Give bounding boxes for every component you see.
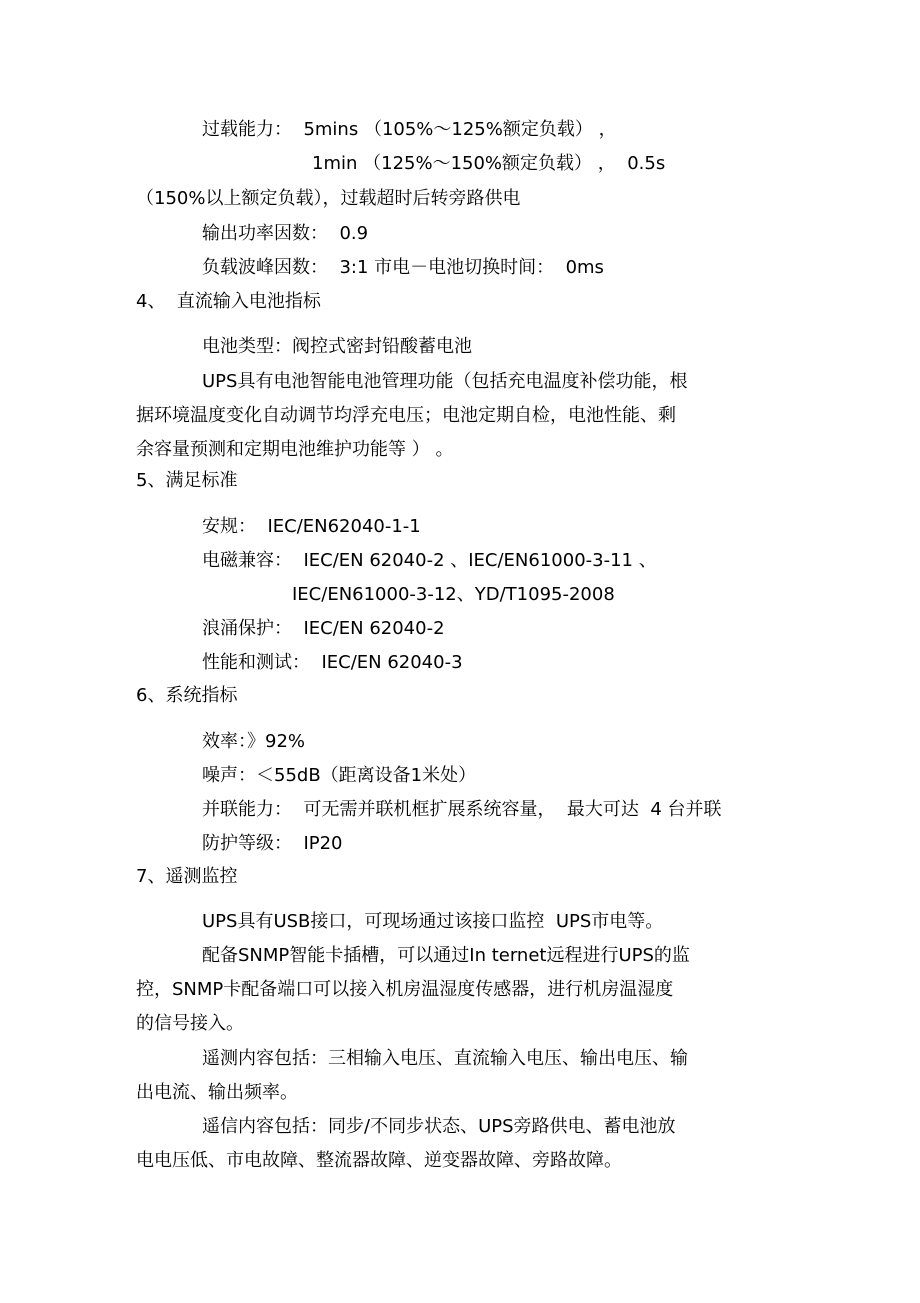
text-line-battery-type: 电池类型：阀控式密封铅酸蓄电池 <box>202 336 472 357</box>
text-line-telemetry-1: 遥测内容包括：三相输入电压、直流输入电压、输出电压、输 <box>202 1048 688 1069</box>
text-line-battery-mgmt-2: 据环境温度变化自动调节均浮充电压；电池定期自检，电池性能、剩 <box>136 405 676 426</box>
text-line-noise: 噪声：＜55dB（距离设备1米处） <box>202 765 477 786</box>
text-line-emc-2: IEC/EN61000-3-12、YD/T1095-2008 <box>292 584 615 605</box>
text-line-snmp-1: 配备SNMP智能卡插槽，可以通过In ternet远程进行UPS的监 <box>202 945 690 966</box>
text-line-emc-1: 电磁兼容： IEC/EN 62040-2 、IEC/EN61000-3-11 、 <box>202 550 657 571</box>
text-line-snmp-2: 控，SNMP卡配备端口可以接入机房温湿度传感器，进行机房温湿度 <box>136 979 674 1000</box>
section-heading-6: 6、系统指标 <box>136 685 238 706</box>
text-line-overload-1: 过载能力： 5mins （105%～125%额定负载） ， <box>202 119 617 140</box>
text-line-safety: 安规： IEC/EN62040-1-1 <box>202 516 421 537</box>
text-line-battery-mgmt-1: UPS具有电池智能电池管理功能（包括充电温度补偿功能，根 <box>202 371 688 392</box>
text-line-crest-factor: 负载波峰因数： 3:1 市电－电池切换时间： 0ms <box>202 257 604 278</box>
section-heading-4: 4、 直流输入电池指标 <box>136 291 321 312</box>
text-line-efficiency: 效率：》92% <box>202 731 306 752</box>
text-line-usb: UPS具有USB接口，可现场通过该接口监控 UPS市电等。 <box>202 911 664 932</box>
text-line-parallel: 并联能力： 可无需并联机框扩展系统容量， 最大可达 4 台并联 <box>202 799 722 820</box>
text-line-snmp-3: 的信号接入。 <box>136 1013 244 1034</box>
text-line-performance: 性能和测试： IEC/EN 62040-3 <box>202 652 463 673</box>
text-line-protection: 防护等级： IP20 <box>202 833 343 854</box>
text-line-telemetry-2: 出电流、输出频率。 <box>136 1082 298 1103</box>
text-line-battery-mgmt-3: 余容量预测和定期电池维护功能等 ） 。 <box>136 439 454 460</box>
text-line-surge: 浪涌保护： IEC/EN 62040-2 <box>202 618 445 639</box>
text-line-overload-2: 1min （125%～150%额定负载） ， 0.5s <box>312 153 666 174</box>
text-line-power-factor: 输出功率因数： 0.9 <box>202 223 369 244</box>
text-line-telesignal-1: 遥信内容包括：同步/不同步状态、UPS旁路供电、蓄电池放 <box>202 1116 676 1137</box>
section-heading-5: 5、满足标准 <box>136 470 238 491</box>
text-line-overload-3: （150%以上额定负载），过载超时后转旁路供电 <box>136 188 521 209</box>
section-heading-7: 7、遥测监控 <box>136 866 238 887</box>
text-line-telesignal-2: 电电压低、市电故障、整流器故障、逆变器故障、旁路故障。 <box>136 1150 622 1171</box>
